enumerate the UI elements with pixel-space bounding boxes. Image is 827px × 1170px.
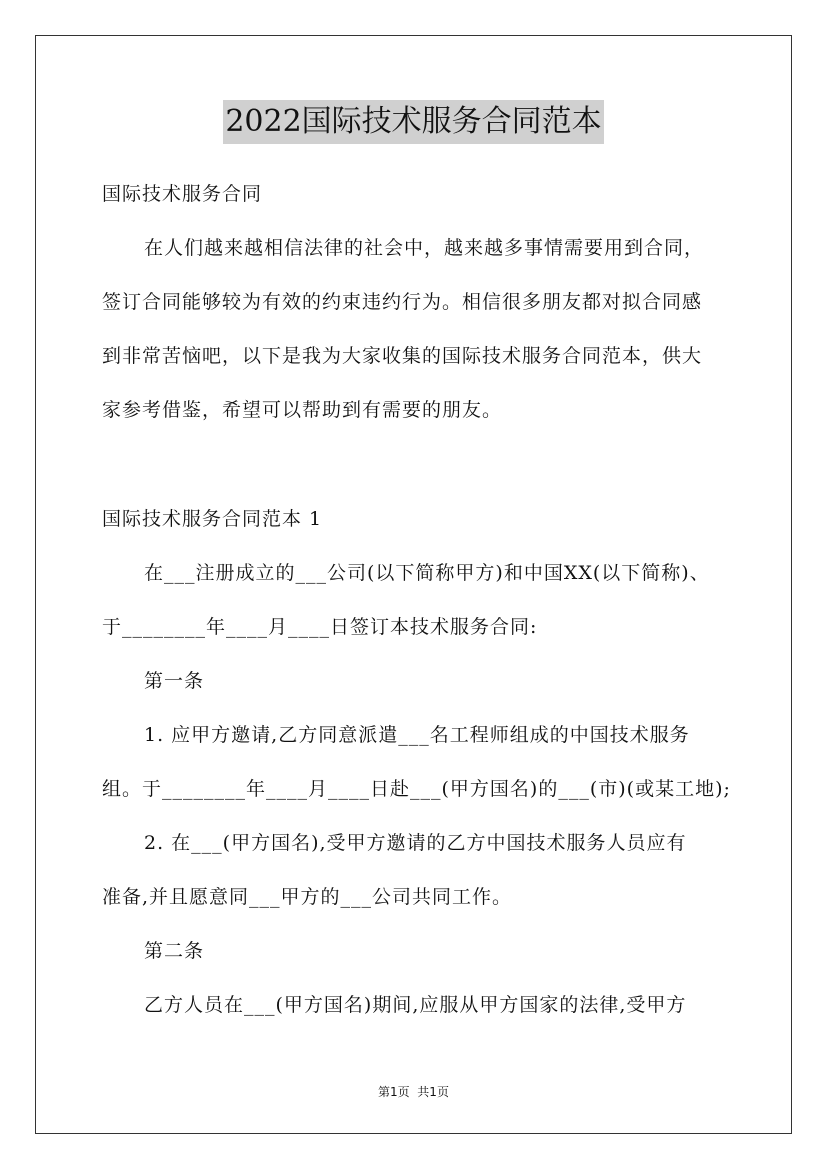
paragraph-line: 组。于________年____月____日赴___(甲方国名)的___(市)(或某工地); — [102, 778, 731, 800]
paragraph-line: 在___注册成立的___公司(以下简称甲方)和中国XX(以下简称)、 — [144, 562, 710, 584]
paragraph-line: 1. 应甲方邀请,乙方同意派遣___名工程师组成的中国技术服务 — [144, 724, 690, 746]
document-title: 2022国际技术服务合同范本 — [223, 100, 603, 144]
article-heading: 第二条 — [144, 940, 205, 962]
paragraph-line: 家参考借鉴，希望可以帮助到有需要的朋友。 — [102, 399, 503, 421]
paragraph-line: 2. 在___(甲方国名),受甲方邀请的乙方中国技术服务人员应有 — [144, 832, 687, 854]
title-container — [0, 100, 827, 144]
document-subtitle: 国际技术服务合同 — [102, 183, 263, 205]
paragraph-line: 到非常苦恼吧，以下是我为大家收集的国际技术服务合同范本，供大 — [102, 345, 703, 367]
paragraph-line: 于________年____月____日签订本技术服务合同: — [102, 616, 538, 638]
page-footer: 第1页 共1页 — [378, 1085, 449, 1099]
section-heading: 国际技术服务合同范本 1 — [102, 508, 323, 530]
paragraph-line: 乙方人员在___(甲方国名)期间,应服从甲方国家的法律,受甲方 — [144, 994, 687, 1016]
paragraph-line: 在人们越来越相信法律的社会中，越来越多事情需要用到合同， — [144, 237, 705, 259]
paragraph-line: 签订合同能够较为有效的约束违约行为。相信很多朋友都对拟合同感 — [102, 291, 703, 313]
article-heading: 第一条 — [144, 670, 205, 692]
paragraph-line: 准备,并且愿意同___甲方的___公司共同工作。 — [102, 886, 513, 908]
